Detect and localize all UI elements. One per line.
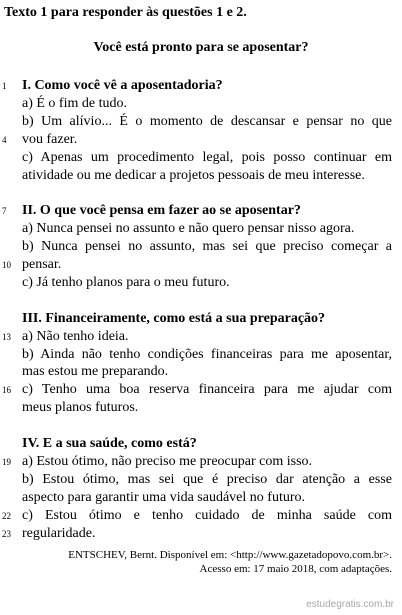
text-line: a) Não tenho ideia.: [22, 329, 129, 344]
question-heading: IV. E a sua saúde, como está?: [22, 436, 197, 451]
text-line: b) Estou ótimo, mas sei que é preciso dar atenção a esse: [22, 472, 392, 487]
text-line: c) Tenho uma boa reserva financeira para me ajudar com: [22, 382, 392, 397]
text-line: atividade ou me dedicar a projetos pessoais de meu interesse.: [22, 168, 365, 183]
source-access-date: Acesso em: 17 maio 2018, com adaptações.: [199, 563, 392, 575]
blank-line: [22, 184, 392, 202]
line-number: 23: [2, 529, 11, 539]
line-number: 7: [2, 206, 7, 216]
line-number: 1: [2, 81, 7, 91]
watermark: estudegratis.com.br: [306, 599, 394, 610]
text-line: regularidade.: [22, 526, 96, 541]
text-line: a) É o fim de tudo.: [22, 96, 127, 111]
text-line: c) Estou ótimo e tenho cuidado de minha saúde com: [22, 508, 392, 523]
question-heading: III. Financeiramente, como está a sua preparação?: [22, 311, 326, 326]
source-citation: ENTSCHEV, Bernt. Disponível em: <http://www.gazetadopovo.com.br>.: [68, 549, 392, 561]
line-number: 22: [2, 511, 11, 521]
text-line: pensar.: [22, 257, 62, 272]
question-heading: I. Como você vê a aposentadoria?: [22, 78, 223, 93]
text-line: vou fazer.: [22, 132, 78, 147]
text-title: Você está pronto para se aposentar?: [93, 40, 309, 55]
text-line: b) Um alívio... É o momento de descansar e pensar no que: [22, 114, 392, 129]
text-line: b) Ainda não tenho condições financeiras para me aposentar,: [22, 347, 392, 362]
line-number: 13: [2, 332, 11, 342]
blank-line: [22, 417, 392, 435]
line-number: 16: [2, 385, 11, 395]
text-line: mas estou me preparando.: [22, 364, 169, 379]
question-heading: II. O que você pensa em fazer ao se aposentar?: [22, 203, 301, 218]
text-line: a) Estou ótimo, não preciso me preocupar com isso.: [22, 454, 313, 469]
text-line: a) Nunca pensei no assunto e não quero pensar nisso agora.: [22, 221, 355, 236]
text-line: c) Já tenho planos para o meu futuro.: [22, 275, 230, 290]
line-number: 19: [2, 457, 11, 467]
line-number: 4: [2, 135, 7, 145]
header-instruction: Texto 1 para responder às questões 1 e 2.: [4, 5, 247, 20]
text-line: meus planos futuros.: [22, 400, 139, 415]
blank-line: [22, 292, 392, 310]
text-line: b) Nunca pensei no assunto, mas sei que preciso começar a: [22, 239, 392, 254]
line-number: 10: [2, 260, 11, 270]
text-line: aspecto para garantir uma vida saudável no futuro.: [22, 490, 306, 505]
text-line: c) Apenas um procedimento legal, pois posso continuar em: [22, 150, 392, 165]
